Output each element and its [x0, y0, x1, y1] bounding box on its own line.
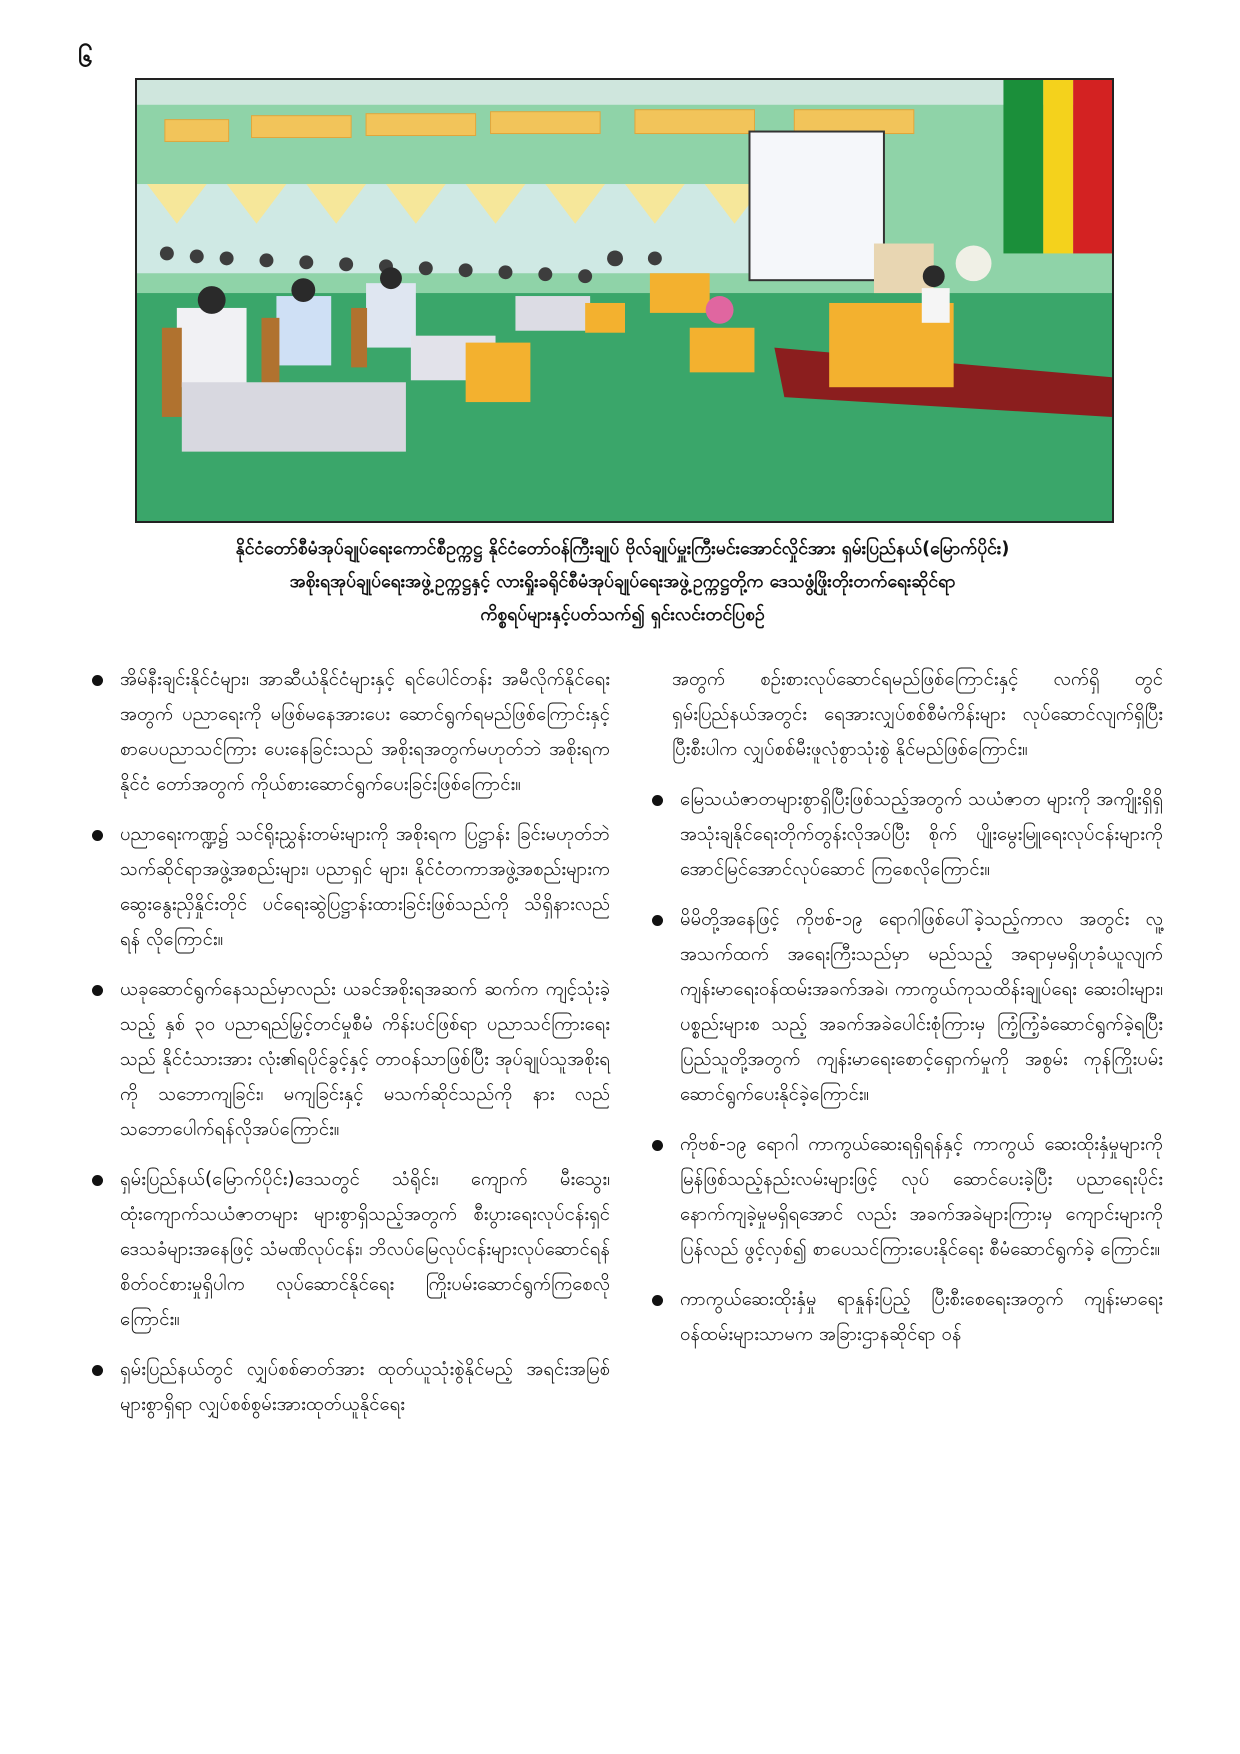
- meeting-hall-illustration: [137, 80, 1112, 521]
- bullet-icon: [92, 675, 103, 686]
- caption-line: အစိုးရအုပ်ချုပ်ရေးအဖွဲ့ဥက္ကဋ္ဌနှင့် လားရှိုးခရိုင်စီမံအုပ်ချုပ်ရေးအဖွဲ့ဥက္ကဋ္ဌတို့က ဒေသဖွံ့ဖြိုးတိုးတက်ရေးဆိုင်ရာ: [289, 572, 956, 592]
- bullet-text: ရှမ်းပြည်နယ်တွင် လျှပ်စစ်ဓာတ်အား ထုတ်ယူသုံးစွဲနိုင်မည့် အရင်းအမြစ်များစွာရှိရာ လျှပ်စစ်စွမ်းအားထုတ်ယူနိုင်ရေး: [120, 1359, 610, 1415]
- bullet-item: [648, 902, 1163, 1112]
- bullet-icon: [652, 795, 663, 806]
- bullet-icon: [92, 1175, 103, 1186]
- bullet-item: [88, 1162, 610, 1337]
- bullet-icon: [92, 1365, 103, 1376]
- bullet-icon: [652, 1295, 663, 1306]
- bullet-item: [648, 1282, 1163, 1352]
- bullet-icon: [652, 1140, 663, 1151]
- bullet-item: [648, 1127, 1163, 1267]
- bullet-text: အိမ်နီးချင်းနိုင်ငံများ၊ အာဆီယံနိုင်ငံများနှင့် ရင်ပေါင်တန်း အမီလိုက်နိုင်ရေးအတွက် ပညာရေးကို မဖြစ်မနေအားပေး ဆောင်ရွက်ရမည်ဖြစ်ကြောင်းနှင့် စာပေပညာသင်ကြား ပေးနေခြင်းသည် အစိုးရအတွက်မဟုတ်ဘဲ အစိုးရက နိုင်ငံ တော်အတွက် ကိုယ်စားဆောင်ရွက်ပေးခြင်းဖြစ်ကြောင်း။: [120, 669, 610, 795]
- meeting-photo: [135, 78, 1114, 523]
- bullet-text: ရှမ်းပြည်နယ်(မြောက်ပိုင်း)ဒေသတွင် သံရိုင်း၊ ကျောက် မီးသွေး၊ ထုံးကျောက်သယံဇာတများ များစွာရှိသည့်အတွက် စီးပွားရေးလုပ်ငန်းရှင်ဒေသခံများအနေဖြင့် သံမဏိလုပ်ငန်း၊ ဘိလပ်မြေလုပ်ငန်းများလုပ်ဆောင်ရန် စိတ်ဝင်စားမှုရှိပါက လုပ်ဆောင်နိုင်ရေး ကြိုးပမ်းဆောင်ရွက်ကြစေလိုကြောင်း။: [120, 1169, 610, 1330]
- caption-line: နိုင်ငံတော်စီမံအုပ်ချုပ်ရေးကောင်စီဥက္ကဋ္ဌ နိုင်ငံတော်ဝန်ကြီးချုပ် ဗိုလ်ချုပ်မှူးကြီးမင်းအောင်လှိုင်အား ရှမ်းပြည်နယ်(မြောက်ပိုင်း): [235, 539, 1010, 559]
- continued-paragraph: အတွက် စဉ်းစားလုပ်ဆောင်ရမည်ဖြစ်ကြောင်းနှင့် လက်ရှိ တွင် ရှမ်းပြည်နယ်အတွင်း ရေအားလျှပ်စစ်စီမံကိန်းများ လုပ်ဆောင်လျက်ရှိပြီး ပြီးစီးပါက လျှပ်စစ်မီးဖူလုံစွာသုံးစွဲ နိုင်မည်ဖြစ်ကြောင်း။: [672, 669, 1163, 760]
- page-number: ၆: [78, 43, 93, 73]
- bullet-text: ကိုဗစ်-၁၉ ရောဂါ ကာကွယ်ဆေးရရှိရန်နှင့် ကာကွယ် ဆေးထိုးနှံမှုများကို မြန်ဖြစ်သည့်နည်းလမ်းများဖြင့် လုပ် ဆောင်ပေးခဲ့ပြီး ပညာရေးပိုင်းနောက်ကျခဲ့မှုမရှိရအောင် လည်း အခက်အခဲများကြားမှ ကျောင်းများကို ပြန်လည် ဖွင့်လှစ်၍ စာပေသင်ကြားပေးနိုင်ရေး စီမံဆောင်ရွက်ခဲ့ ကြောင်း။: [680, 1134, 1163, 1260]
- bullet-item: [88, 1352, 610, 1422]
- bullet-text: ကာကွယ်ဆေးထိုးနှံမှု ရာနှုန်းပြည့် ပြီးစီးစေရေးအတွက် ကျန်းမာရေးဝန်ထမ်းများသာမက အခြားဌာနဆိုင်ရာ ဝန်: [680, 1289, 1163, 1345]
- bullet-item: [88, 972, 610, 1147]
- bullet-icon: [92, 985, 103, 996]
- bullet-text: ပညာရေးကဏ္ဍ၌ သင်ရိုးညွှန်းတမ်းများကို အစိုးရက ပြဋ္ဌာန်း ခြင်းမဟုတ်ဘဲ သက်ဆိုင်ရာအဖွဲ့အစည်းများ၊ ပညာရှင် များ၊ နိုင်ငံတကာအဖွဲ့အစည်းများက ဆွေးနွေးညှိနှိုင်းတိုင် ပင်ရေးဆွဲပြဋ္ဌာန်းထားခြင်းဖြစ်သည်ကို သိရှိနားလည်ရန် လိုကြောင်း။: [120, 824, 610, 950]
- bullet-icon: [652, 915, 663, 926]
- bullet-icon: [92, 830, 103, 841]
- right-column: [648, 662, 1163, 1367]
- bullet-item: [88, 817, 610, 957]
- bullet-item: [648, 782, 1163, 887]
- bullet-item: [88, 662, 610, 802]
- left-column: [88, 662, 610, 1437]
- photo-caption: [110, 533, 1135, 632]
- bullet-text: မြေသယံဇာတများစွာရှိပြီးဖြစ်သည့်အတွက် သယံဇာတ များကို အကျိုးရှိရှိအသုံးချနိုင်ရေးတိုက်တွန်းလိုအပ်ပြီး စိုက် ပျိုးမွေးမြူရေးလုပ်ငန်းများကို အောင်မြင်အောင်လုပ်ဆောင် ကြစေလိုကြောင်း။: [680, 789, 1163, 880]
- bullet-text: မိမိတို့အနေဖြင့် ကိုဗစ်-၁၉ ရောဂါဖြစ်ပေါ်ခဲ့သည့်ကာလ အတွင်း လူ့အသက်ထက် အရေးကြီးသည်မှာ မည်သည့် အရာမှမရှိဟုခံယူလျက် ကျန်းမာရေးဝန်ထမ်းအခက်အခဲ၊ ကာကွယ်ကုသထိန်းချုပ်ရေး ဆေးဝါးများ၊ ပစ္စည်းများစ သည့် အခက်အခဲပေါင်းစုံကြားမှ ကြံ့ကြံ့ခံဆောင်ရွက်ခဲ့ရပြီး ပြည်သူတို့အတွက် ကျန်းမာရေးစောင့်ရှောက်မှုကို အစွမ်း ကုန်ကြိုးပမ်းဆောင်ရွက်ပေးနိုင်ခဲ့ကြောင်း။: [680, 909, 1163, 1105]
- bullet-text: ယခုဆောင်ရွက်နေသည်မှာလည်း ယခင်အစိုးရအဆက် ဆက်က ကျင့်သုံးခဲ့သည့် နှစ် ၃၀ ပညာရည်မြှင့်တင်မှုစီမံ ကိန်းပင်ဖြစ်ရာ ပညာသင်ကြားရေးသည် နိုင်ငံသားအား လုံး၏ရပိုင်ခွင့်နှင့် တာဝန်သာဖြစ်ပြီး အုပ်ချုပ်သူအစိုးရကို သဘောကျခြင်း၊ မကျခြင်းနှင့် မသက်ဆိုင်သည်ကို နား လည်သဘောပေါက်ရန်လိုအပ်ကြောင်း။: [120, 979, 610, 1140]
- caption-line: ကိစ္စရပ်များနှင့်ပတ်သက်၍ ရှင်းလင်းတင်ပြစဉ်: [480, 605, 765, 625]
